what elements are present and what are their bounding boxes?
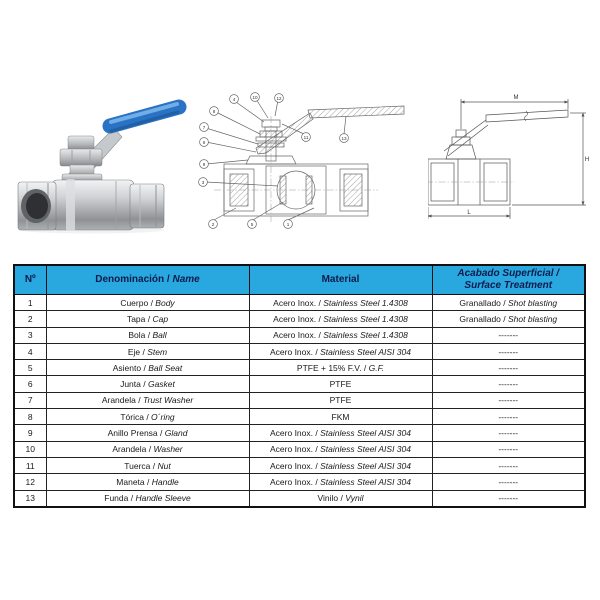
gland-hex: [60, 149, 102, 166]
cell-number: 13: [14, 490, 46, 507]
header-name-sep: /: [164, 274, 173, 285]
callout-11: [302, 133, 311, 142]
parts-table: [13, 264, 586, 508]
stem-nut: [68, 136, 94, 150]
cell-name: Asiento / Ball Seat: [46, 360, 249, 376]
dimension-linework: [428, 99, 586, 219]
table-row: [14, 295, 585, 311]
callout-8: [210, 107, 219, 116]
cell-number: 7: [14, 392, 46, 408]
cell-treatment: -------: [432, 457, 585, 473]
svg-text:6: 6: [202, 140, 206, 145]
svg-text:7: 7: [202, 125, 206, 130]
callout-4: [230, 95, 239, 104]
table-row: [14, 425, 585, 441]
cell-material: Acero Inox. / Stainless Steel AISI 304: [249, 474, 432, 490]
valve-product-photo: [12, 92, 187, 234]
header-name-en: Name: [172, 274, 200, 285]
svg-text:5: 5: [250, 222, 254, 227]
cell-number: 4: [14, 343, 46, 359]
table-row: [14, 311, 585, 327]
header-number-label: Nº: [24, 274, 36, 285]
callout-5: [248, 220, 257, 229]
cell-material: Acero Inox. / Stainless Steel AISI 304: [249, 457, 432, 473]
table-row: [14, 409, 585, 425]
cell-number: 10: [14, 441, 46, 457]
svg-text:3: 3: [201, 180, 205, 185]
cell-material: Acero Inox. / Stainless Steel 1.4308: [249, 327, 432, 343]
header-row: [14, 265, 585, 295]
header-material-label: Material: [321, 274, 360, 285]
svg-text:13: 13: [341, 136, 347, 141]
cell-material: FKM: [249, 409, 432, 425]
cell-number: 12: [14, 474, 46, 490]
callout-6: [200, 138, 209, 147]
parts-table-body: [14, 295, 585, 507]
cell-treatment: -------: [432, 474, 585, 490]
cell-material: Acero Inox. / Stainless Steel AISI 304: [249, 425, 432, 441]
cell-number: 11: [14, 457, 46, 473]
cell-material: PTFE + 15% F.V. / G.F.: [249, 360, 432, 376]
cell-material: Acero Inox. / Stainless Steel 1.4308: [249, 311, 432, 327]
cell-material: PTFE: [249, 376, 432, 392]
body-right-hex: [130, 184, 164, 228]
cell-treatment: -------: [432, 490, 585, 507]
cell-treatment: -------: [432, 392, 585, 408]
cell-number: 2: [14, 311, 46, 327]
cell-treatment: Granallado / Shot blasting: [432, 295, 585, 311]
port-opening: [26, 193, 48, 219]
svg-text:1: 1: [286, 222, 290, 227]
svg-text:12: 12: [276, 96, 282, 101]
table-row: [14, 376, 585, 392]
cell-treatment: -------: [432, 441, 585, 457]
header-material: [249, 265, 432, 295]
body-center: [52, 180, 134, 230]
header-treatment: [432, 265, 585, 295]
cell-name: Arandela / Washer: [46, 441, 249, 457]
cell-material: Acero Inox. / Stainless Steel 1.4308: [249, 295, 432, 311]
cell-material: PTFE: [249, 392, 432, 408]
callout-7: [200, 123, 209, 132]
cell-number: 5: [14, 360, 46, 376]
callout-9: [200, 160, 209, 169]
table-row: [14, 441, 585, 457]
svg-text:8: 8: [212, 109, 216, 114]
header-name: [46, 265, 249, 295]
header-treatment-en: Surface Treatment: [464, 280, 553, 291]
svg-text:11: 11: [303, 135, 309, 140]
callout-10: [251, 93, 260, 102]
svg-text:10: 10: [252, 95, 258, 100]
body-ring: [66, 179, 75, 231]
cell-name: Eje / Stem: [46, 343, 249, 359]
table-row: [14, 343, 585, 359]
svg-text:2: 2: [211, 222, 215, 227]
header-number: [14, 265, 46, 295]
cell-name: Maneta / Handle: [46, 474, 249, 490]
header-treatment-es: Acabado Superficial /: [457, 268, 560, 279]
cell-material: Acero Inox. / Stainless Steel AISI 304: [249, 343, 432, 359]
cell-name: Tuerca / Nut: [46, 457, 249, 473]
cell-name: Bola / Ball: [46, 327, 249, 343]
cell-number: 1: [14, 295, 46, 311]
table-row: [14, 474, 585, 490]
cell-name: Arandela / Trust Washer: [46, 392, 249, 408]
cell-material: Vinilo / Vynil: [249, 490, 432, 507]
cell-treatment: -------: [432, 360, 585, 376]
cell-number: 3: [14, 327, 46, 343]
exploded-linework: [206, 99, 404, 222]
cell-treatment: -------: [432, 327, 585, 343]
table-row: [14, 392, 585, 408]
svg-text:9: 9: [202, 162, 206, 167]
cell-name: Junta / Gasket: [46, 376, 249, 392]
cell-treatment: -------: [432, 343, 585, 359]
cell-treatment: Granallado / Shot blasting: [432, 311, 585, 327]
parts-table-header: [14, 265, 585, 295]
header-name-es: Denominación: [95, 274, 165, 285]
svg-text:4: 4: [232, 97, 236, 102]
table-row: [14, 457, 585, 473]
cell-material: Acero Inox. / Stainless Steel AISI 304: [249, 441, 432, 457]
callout-2: [209, 220, 218, 229]
dim-label-h: H: [584, 157, 590, 163]
table-row: [14, 360, 585, 376]
cell-treatment: -------: [432, 376, 585, 392]
cell-number: 9: [14, 425, 46, 441]
cell-name: Tapa / Cap: [46, 311, 249, 327]
table-row: [14, 327, 585, 343]
cell-treatment: -------: [432, 425, 585, 441]
dim-label-l: L: [467, 210, 471, 216]
valve-dimension-drawing: [428, 93, 590, 223]
handle-blue-sleeve: [110, 107, 179, 126]
callout-1: [284, 220, 293, 229]
cell-name: Funda / Handle Sleeve: [46, 490, 249, 507]
table-row: [14, 490, 585, 507]
cell-name: Cuerpo / Body: [46, 295, 249, 311]
cell-name: Tórica / O´ring: [46, 409, 249, 425]
cell-treatment: -------: [432, 409, 585, 425]
dim-label-m: M: [513, 95, 519, 101]
callout-3: [199, 178, 208, 187]
valve-exploded-diagram: [196, 86, 408, 236]
callout-13: [340, 134, 349, 143]
cell-name: Anillo Prensa / Gland: [46, 425, 249, 441]
callout-12: [275, 94, 284, 103]
cell-number: 8: [14, 409, 46, 425]
cell-number: 6: [14, 376, 46, 392]
